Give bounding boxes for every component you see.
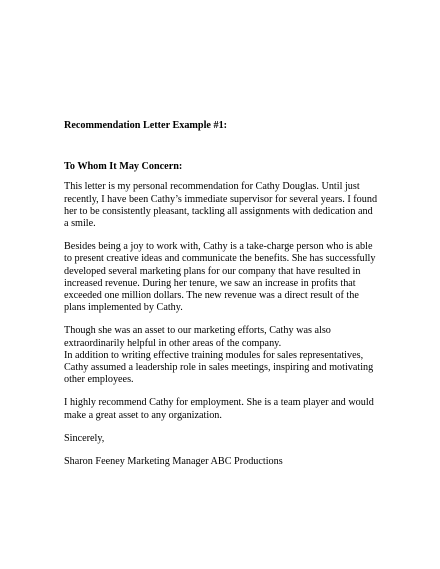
paragraph-line: extraordinarily helpful in other areas of the company. — [64, 337, 282, 349]
paragraph-4 — [64, 397, 384, 421]
paragraph-line: In addition to writing effective training modules for sales representatives, — [64, 349, 364, 361]
paragraph-line: Though she was an asset to our marketing efforts, Cathy was also — [64, 325, 331, 337]
paragraph-line: developed several marketing plans for our company that have resulted in — [64, 265, 361, 277]
paragraph-line: make a great asset to any organization. — [64, 409, 222, 421]
paragraph-2 — [64, 241, 384, 314]
signature: Sharon Feeney Marketing Manager ABC Productions — [64, 456, 283, 468]
paragraph-line: her to be consistently pleasant, tackling all assignments with dedication and — [64, 205, 373, 217]
paragraph-line: increased revenue. During her tenure, we saw an increase in profits that — [64, 277, 356, 289]
paragraph-line: Cathy assumed a leadership role in sales meetings, inspiring and motivating — [64, 362, 374, 374]
paragraph-line: other employees. — [64, 374, 134, 386]
letter-body — [64, 120, 384, 479]
paragraph-line: plans implemented by Cathy. — [64, 302, 183, 314]
paragraph-line: exceeded one million dollars. The new revenue was a direct result of the — [64, 290, 359, 302]
salutation: To Whom It May Concern: — [64, 161, 183, 173]
paragraph-line: I highly recommend Cathy for employment. She is a team player and would — [64, 397, 374, 409]
paragraph-1 — [64, 181, 384, 230]
paragraph-line: a smile. — [64, 218, 96, 230]
paragraph-line: to present creative ideas and communicate the benefits. She has successfully — [64, 253, 376, 265]
paragraph-3 — [64, 325, 384, 386]
paragraph-line: This letter is my personal recommendation for Cathy Douglas. Until just — [64, 181, 360, 193]
closing: Sincerely, — [64, 432, 105, 444]
paragraph-line: Besides being a joy to work with, Cathy is a take-charge person who is able — [64, 241, 373, 253]
paragraph-line: recently, I have been Cathy’s immediate supervisor for several years. I found — [64, 193, 378, 205]
letter-title: Recommendation Letter Example #1: — [64, 120, 228, 131]
